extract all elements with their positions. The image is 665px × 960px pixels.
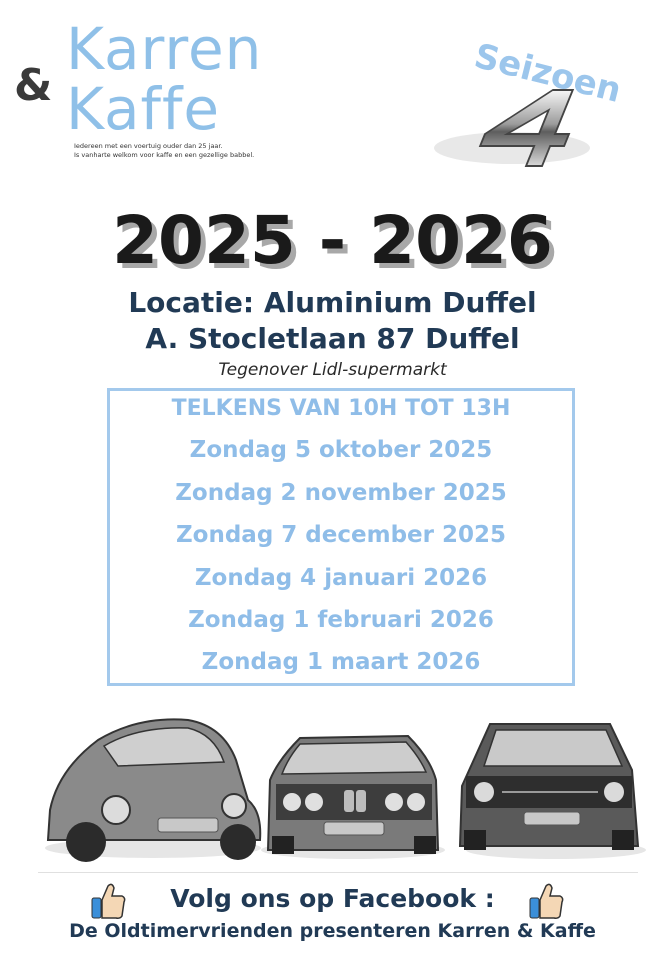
schedule-date: Zondag 2 november 2025: [175, 480, 507, 506]
bmw-car-image: [261, 736, 445, 859]
schedule-header: TELKENS VAN 10H TOT 13H: [171, 396, 511, 421]
logo-ampersand: &: [14, 60, 53, 111]
schedule-date: Zondag 4 januari 2026: [194, 565, 488, 591]
footer-divider: [38, 872, 638, 873]
season-label: Seizoen: [470, 36, 626, 112]
beetle-car-image: [45, 719, 261, 862]
classic-cars-photo: [38, 700, 648, 870]
schedule-date: Zondag 1 maart 2026: [201, 649, 481, 675]
schedule-date: Zondag 7 december 2025: [175, 522, 506, 548]
location-name: Locatie: Aluminium Duffel: [128, 286, 537, 319]
location-note: Tegenover Lidl-supermarkt: [218, 360, 447, 380]
schedule-date: Zondag 1 februari 2026: [188, 607, 494, 633]
schedule-date: Zondag 5 oktober 2025: [189, 437, 493, 463]
presents-line: De Oldtimervrienden presenteren Karren & Kaffe: [69, 920, 596, 942]
logo-karren: Karren: [66, 15, 263, 83]
year-range: 2025 - 2026: [112, 202, 553, 279]
season-number-graphic: [420, 82, 600, 178]
location-address: A. Stocletlaan 87 Duffel: [145, 322, 520, 355]
volvo-car-image: [460, 724, 646, 859]
facebook-callout: Volg ons op Facebook :: [170, 884, 495, 913]
logo-tagline-2: Is vanharte welkom voor kaffe en een gezellige babbel.: [74, 151, 255, 159]
logo-tagline-1: Iedereen met een voertuig ouder dan 25 jaar.: [74, 142, 223, 150]
logo-kaffe: Kaffe: [66, 75, 221, 143]
season-number: 4: [420, 82, 421, 83]
